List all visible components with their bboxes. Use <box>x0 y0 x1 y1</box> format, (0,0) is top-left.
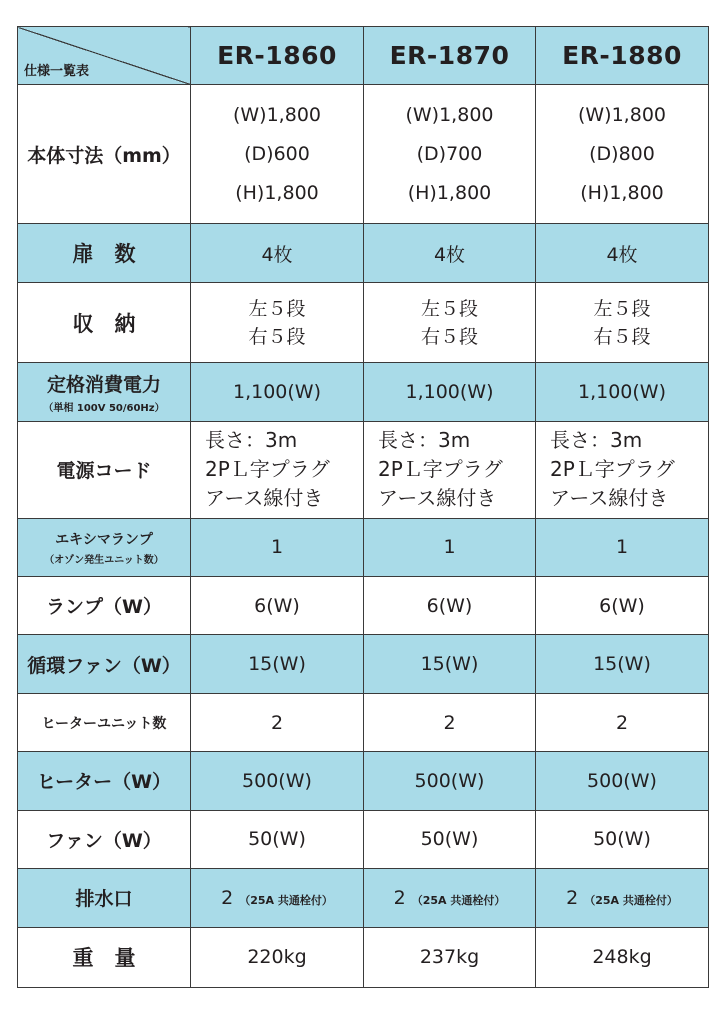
left-shelves: 左５段 <box>248 297 306 320</box>
width-value: (W)1,800 <box>577 103 666 126</box>
value-cell: 50(W) <box>536 810 709 868</box>
drain-note: （25A 共通栓付） <box>584 893 678 907</box>
row-label: 本体寸法（mm） <box>18 85 191 224</box>
row-dimensions <box>18 85 709 224</box>
model-header: ER-1860 <box>191 27 364 85</box>
row-heater-units <box>18 693 709 751</box>
dimension-cell <box>364 85 536 224</box>
width-value: (W)1,800 <box>232 103 321 126</box>
value-cell: 1,100(W) <box>191 363 364 421</box>
value-cell: 4枚 <box>364 224 536 282</box>
value-cell: 15(W) <box>536 635 709 693</box>
drain-note: （25A 共通栓付） <box>239 893 333 907</box>
cord-ground: アース線付き <box>550 486 669 511</box>
row-storage <box>18 282 709 363</box>
right-shelves: 右５段 <box>420 325 478 348</box>
value-cell: 2 <box>191 693 364 751</box>
row-label: ヒーターユニット数 <box>18 693 191 751</box>
row-label: 収 納 <box>18 282 191 363</box>
row-sublabel: （単相 100V 50/60Hz） <box>43 403 165 415</box>
value-cell: 6(W) <box>536 576 709 634</box>
row-label: 電源コード <box>18 421 191 518</box>
value-cell: 4枚 <box>536 224 709 282</box>
row-drain <box>18 869 709 927</box>
cord-cell <box>191 421 364 518</box>
value-cell: 248kg <box>536 927 709 988</box>
height-value: (H)1,800 <box>407 181 492 204</box>
cord-length: 長さ：3m <box>378 428 471 453</box>
value-cell: 1 <box>191 518 364 576</box>
depth-value: (D)700 <box>416 142 483 165</box>
row-label: ランプ（W） <box>18 576 191 634</box>
height-value: (H)1,800 <box>580 181 664 204</box>
row-weight <box>18 927 709 988</box>
value-cell: 6(W) <box>364 576 536 634</box>
left-shelves: 左５段 <box>420 297 478 320</box>
right-shelves: 右５段 <box>248 325 306 348</box>
value-cell: 500(W) <box>364 752 536 810</box>
dimension-cell <box>536 85 709 224</box>
dimension-cell <box>191 85 364 224</box>
row-label: エキシマランプ <box>55 531 153 548</box>
row-label: ヒーター（W） <box>18 752 191 810</box>
value-cell: 237kg <box>364 927 536 988</box>
value-cell: 220kg <box>191 927 364 988</box>
cord-length: 長さ：3m <box>550 428 643 453</box>
value-cell: 50(W) <box>364 810 536 868</box>
cord-cell <box>364 421 536 518</box>
row-cord <box>18 421 709 518</box>
value-cell: 4枚 <box>191 224 364 282</box>
cord-ground: アース線付き <box>205 486 324 511</box>
corner-cell <box>18 27 191 85</box>
header-row <box>18 27 709 85</box>
row-doors <box>18 224 709 282</box>
value-cell: 500(W) <box>536 752 709 810</box>
value-cell: 2 <box>536 693 709 751</box>
drain-cell <box>364 869 536 927</box>
spec-table <box>17 26 709 988</box>
row-sublabel: （オゾン発生ユニット数） <box>44 554 164 566</box>
value-cell: 2 <box>364 693 536 751</box>
model-header: ER-1870 <box>364 27 536 85</box>
cord-length: 長さ：3m <box>205 428 298 453</box>
row-power <box>18 363 709 421</box>
storage-cell <box>536 282 709 363</box>
value-cell: 1,100(W) <box>364 363 536 421</box>
height-value: (H)1,800 <box>235 181 319 204</box>
width-value: (W)1,800 <box>405 103 494 126</box>
value-cell: 1 <box>364 518 536 576</box>
drain-cell <box>191 869 364 927</box>
row-label: 扉 数 <box>18 224 191 282</box>
row-label: ファン（W） <box>18 810 191 868</box>
row-label-cell <box>18 518 191 576</box>
row-fan <box>18 810 709 868</box>
cord-plug: 2PＬ字プラグ <box>378 457 503 482</box>
row-label: 排水口 <box>18 869 191 927</box>
value-cell: 1,100(W) <box>536 363 709 421</box>
row-label: 循環ファン（W） <box>18 635 191 693</box>
drain-count: 2 <box>566 886 579 909</box>
row-heater <box>18 752 709 810</box>
model-header: ER-1880 <box>536 27 709 85</box>
left-shelves: 左５段 <box>593 297 651 320</box>
value-cell: 1 <box>536 518 709 576</box>
row-label: 定格消費電力 <box>46 374 161 397</box>
value-cell: 500(W) <box>191 752 364 810</box>
corner-label: 仕様一覧表 <box>24 64 90 80</box>
cord-ground: アース線付き <box>378 486 497 511</box>
row-label-cell <box>18 363 191 421</box>
value-cell: 50(W) <box>191 810 364 868</box>
value-cell: 15(W) <box>364 635 536 693</box>
drain-cell <box>536 869 709 927</box>
cord-plug: 2PＬ字プラグ <box>205 457 330 482</box>
value-cell: 6(W) <box>191 576 364 634</box>
drain-note: （25A 共通栓付） <box>411 893 506 907</box>
depth-value: (D)800 <box>589 142 655 165</box>
row-lamp <box>18 576 709 634</box>
storage-cell <box>364 282 536 363</box>
cord-plug: 2PＬ字プラグ <box>550 457 675 482</box>
value-cell: 15(W) <box>191 635 364 693</box>
drain-count: 2 <box>393 886 406 909</box>
depth-value: (D)600 <box>244 142 310 165</box>
right-shelves: 右５段 <box>593 325 651 348</box>
drain-count: 2 <box>221 886 234 909</box>
row-excimer <box>18 518 709 576</box>
storage-cell <box>191 282 364 363</box>
row-circ-fan <box>18 635 709 693</box>
cord-cell <box>536 421 709 518</box>
row-label: 重 量 <box>18 927 191 988</box>
